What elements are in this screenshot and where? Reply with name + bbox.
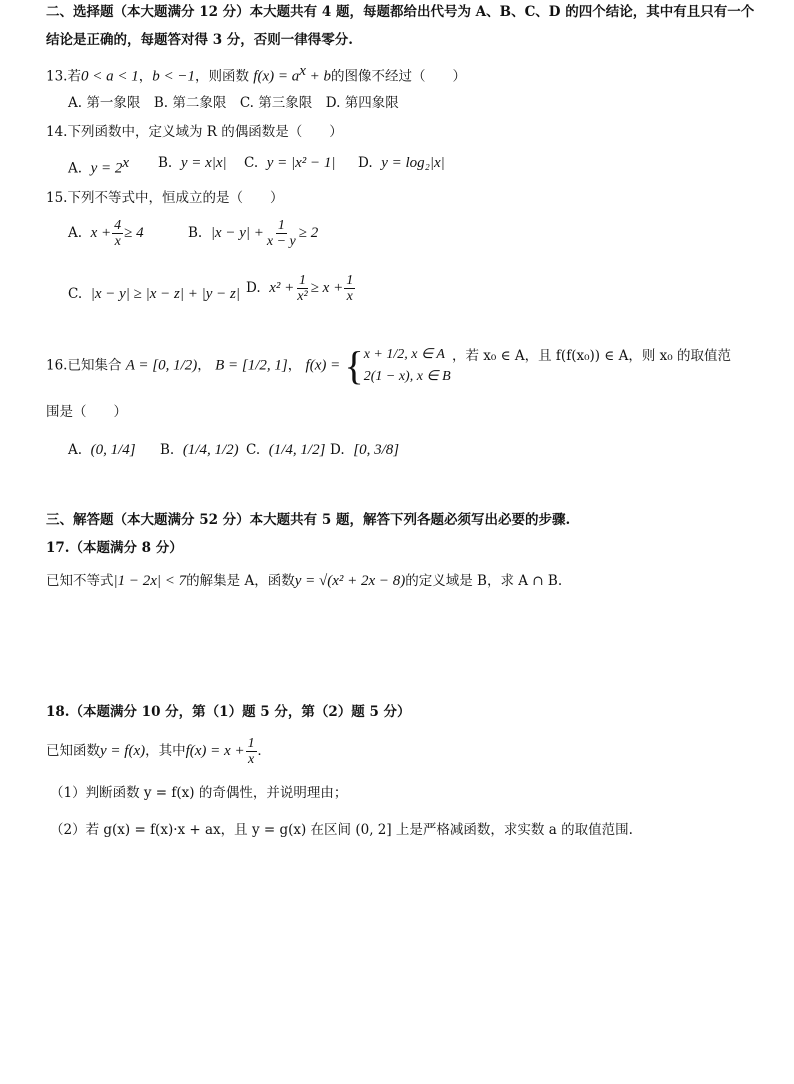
q13-sep: ， (138, 68, 153, 85)
q16-brace: { (344, 343, 364, 388)
q15-option-b-den: x − y (266, 234, 296, 249)
q14-option-b (158, 153, 227, 173)
q15-option-d-frac2 (344, 273, 355, 304)
q14-option-a-exp: x (122, 155, 130, 171)
q14-option-c-label: C. (244, 155, 259, 171)
q13-stem-pre: 13.若 (46, 68, 81, 85)
q18-given-frac (246, 736, 257, 767)
q14-option-a-label: A. (68, 160, 83, 177)
q17-header: 17.（本题满分 8 分） (46, 540, 183, 556)
q16-option-c-expr: (1/4, 1/2] (268, 442, 326, 458)
q13-cond1: 0 < a < 1 (80, 68, 139, 85)
q16-case2: 2(1 − x), x ∈ B (363, 369, 451, 384)
q16-option-a (68, 440, 136, 460)
q14-option-d-expr: y = log₂|x| (381, 155, 445, 171)
q15-option-d-den2: x (346, 289, 353, 304)
q16-option-a-label: A. (68, 442, 83, 458)
q15-stem: 15.下列不等式中，恒成立的是（ ） (46, 190, 284, 206)
q18-given-func: y = f(x) (100, 743, 146, 759)
q15-option-a-num: 4 (114, 218, 122, 233)
section2-line1: 二、选择题（本大题满分 12 分）本大题共有 4 题，每题都给出代号为 A、B、C、D 的四个结论，其中有且只有一个 (46, 4, 755, 20)
q14-option-b-expr: y = x|x| (180, 155, 227, 171)
q15-option-c-expr: |x − y| ≥ |x − z| + |y − z| (90, 286, 241, 302)
q16-option-b (160, 440, 239, 460)
q17-func: y = √(x² + 2x − 8) (294, 573, 406, 589)
q18-part1: （1）判断函数 y = f(x) 的奇偶性，并说明理由； (50, 785, 348, 801)
q15-option-a-den: x (114, 234, 121, 249)
q16-case1: x + 1/2, x ∈ A (363, 347, 445, 362)
q16-func: f(x) = (305, 357, 341, 374)
q14-option-c-expr: y = |x² − 1| (266, 155, 336, 171)
q15-option-c-label: C. (68, 286, 83, 302)
q15-option-b-frac (265, 218, 298, 249)
q16-option-c (246, 440, 325, 460)
q17-inequality: |1 − 2x| < 7 (113, 573, 187, 589)
q16-stem-pre: 16.已知集合 (46, 357, 122, 374)
q18-given-pre: 已知函数 (46, 743, 100, 759)
q15-option-d-num2: 1 (346, 273, 354, 288)
q18-part2: （2）若 g(x) = f(x)·x + ax，且 y = g(x) 在区间 (0, 2] 上是严格减函数，求实数 a 的取值范围. (50, 822, 633, 838)
q15-option-b-post: ≥ 2 (298, 225, 319, 241)
q15-option-b-label: B. (188, 225, 203, 241)
q15-option-a (68, 218, 144, 249)
q13-cond2: b < −1 (152, 68, 195, 85)
q16-option-a-expr: (0, 1/4] (90, 442, 136, 458)
section3-title: 三、解答题（本大题满分 52 分）本大题共有 5 题，解答下列各题必须写出必要的步骤. (46, 512, 571, 528)
q16-option-d-expr: [0, 3/8] (353, 442, 400, 458)
q16-option-d (330, 440, 399, 460)
q16-stem: 16.已知集合 A = [0, 1/2)， B = [1/2, 1]， f(x) = { x + 1/2, x ∈ A 2(1 − x), x ∈ B (46, 343, 451, 388)
q18-given-def-pre: f(x) = x + (185, 743, 245, 759)
q14-option-a (68, 153, 129, 179)
q15-option-a-frac (112, 218, 123, 249)
q16-option-d-label: D. (330, 442, 345, 458)
q15-option-d (246, 273, 356, 304)
q14-option-d (358, 153, 445, 173)
q16-stem-line2: 围是（ ） (46, 404, 127, 420)
q18-given-den: x (247, 752, 255, 767)
q18-given-mid: ，其中 (145, 743, 186, 759)
q15-option-b-num: 1 (277, 218, 285, 233)
q13-exp: x (299, 63, 306, 79)
q14-stem: 14.下列函数中，定义域为 R 的偶函数是（ ） (46, 124, 343, 140)
q17-body (46, 571, 562, 591)
q13-stem (46, 61, 466, 87)
q15-option-a-pre: x + (90, 225, 112, 241)
q15-option-d-frac1 (295, 273, 309, 304)
q17-body-mid: 的解集是 A，函数 (186, 573, 295, 589)
q16-set-a: A = [0, 1/2) (125, 357, 198, 374)
q13-stem-mid: ，则函数 (194, 68, 249, 85)
q18-given-num: 1 (247, 736, 255, 751)
q15-option-d-num1: 1 (298, 273, 306, 288)
q16-option-c-label: C. (246, 442, 261, 458)
q13-options: A. 第一象限 B. 第二象限 C. 第三象限 D. 第四象限 (68, 95, 399, 111)
q15-option-a-label: A. (68, 225, 83, 241)
q14-option-c (244, 153, 336, 173)
q15-option-b (188, 218, 318, 249)
q16-cases (364, 344, 451, 388)
q14-option-a-expr: y = 2 (90, 160, 123, 177)
q15-option-c (68, 284, 240, 304)
q15-option-b-pre: |x − y| + (210, 225, 264, 241)
q13-func: f(x) = a (253, 68, 300, 85)
q17-body-post: 的定义域是 B，求 A ∩ B. (405, 573, 563, 589)
q15-option-d-pre: x² + (269, 280, 295, 296)
q16-option-b-label: B. (160, 442, 175, 458)
q14-option-d-label: D. (358, 155, 373, 171)
q17-body-pre: 已知不等式 (46, 573, 114, 589)
q16-option-b-expr: (1/4, 1/2) (182, 442, 239, 458)
section2-line2: 结论是正确的，每题答对得 3 分，否则一律得零分. (46, 32, 353, 48)
q14-option-b-label: B. (158, 155, 173, 171)
q13-func-tail: + b (305, 68, 332, 85)
q13-stem-post: 的图像不经过（ ） (331, 68, 467, 85)
q16-set-b: B = [1/2, 1] (215, 357, 288, 374)
q16-stem-post: ，若 x₀ ∈ A，且 f(f(x₀)) ∈ A，则 x₀ 的取值范 (452, 348, 731, 364)
q15-option-d-den1: x² (297, 289, 308, 304)
q18-header: 18.（本题满分 10 分，第（1）题 5 分，第（2）题 5 分） (46, 704, 411, 720)
q15-option-d-mid: ≥ x + (310, 280, 344, 296)
q15-option-a-post: ≥ 4 (124, 225, 144, 241)
q18-given: 已知函数y = f(x)，其中f(x) = x + $\frac{1}{x}$ . (46, 736, 262, 767)
q15-option-d-label: D. (246, 280, 261, 296)
